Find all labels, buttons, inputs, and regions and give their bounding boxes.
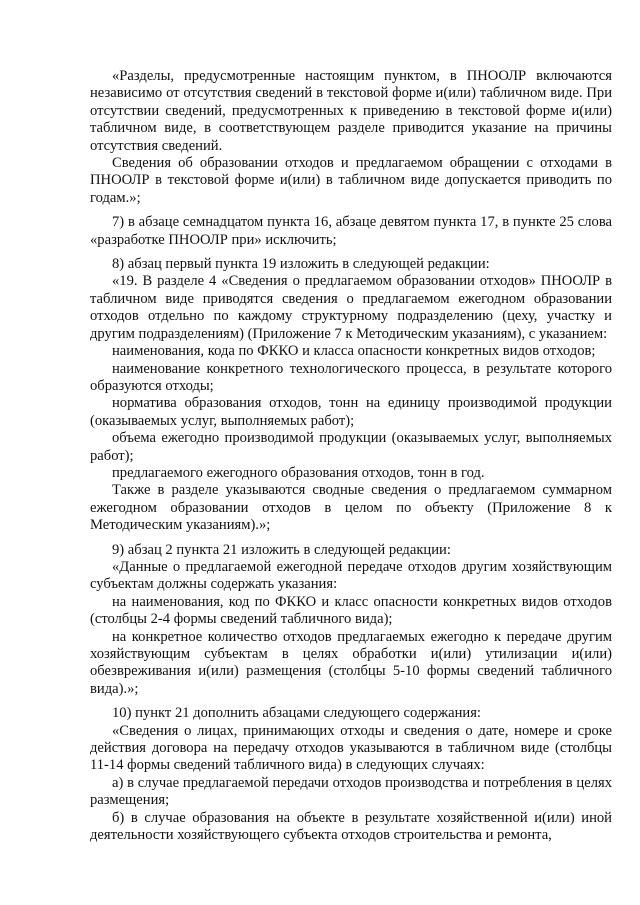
paragraph-norm: норматива образования отходов, тонн на единицу производимой продукции (оказываемых услуг, выполняемых работ); (90, 395, 612, 429)
paragraph-fkko-names: наименования, кода по ФККО и класса опасности конкретных видов отходов; (112, 343, 596, 360)
paragraph-columns-5-10: на конкретное количество отходов предлагаемых ежегодно к передаче другим хозяйствующим субъектам в целях обработки и(или) утилизации и(или) обезвреживания и(или) размещения (столбцы 5-10 формы сведений табличного вида).»; (90, 628, 612, 697)
paragraph-tech-process: наименование конкретного технологического процесса, в результате которого образуются отходы; (90, 360, 612, 394)
paragraph-transfer-data: «Данные о предлагаемой ежегодной передаче отходов другим хозяйствующим субъектам должны содержать указания: (90, 558, 612, 593)
paragraph-item-7: 7) в абзаце семнадцатом пункта 16, абзаце девятом пункта 17, в пункте 25 слова «разработке ПНООЛР при» исключить; (90, 214, 612, 248)
document-body (90, 68, 612, 844)
paragraph-yearly-data: Сведения об образовании отходов и предлагаемом обращении с отходами в ПНООЛР в текстовой форме и(или) в табличном виде допускается приводить по годам.»; (90, 155, 612, 206)
paragraph-receivers-info: «Сведения о лицах, принимающих отходы и сведения о дате, номере и сроке действия договора на передачу отходов указываются в табличном виде (столбцы 11-14 формы сведений табличного вида) в следующих случаях: (90, 722, 612, 774)
paragraph-item-9: 9) абзац 2 пункта 21 изложить в следующей редакции: (112, 541, 451, 558)
paragraph-annual-formation: предлагаемого ежегодного образования отходов, тонн в год. (112, 464, 485, 481)
paragraph-summary: Также в разделе указываются сводные сведения о предлагаемом суммарном ежегодном образовании отходов в целом по объекту (Приложение 8 к Методическим указаниям).»; (90, 482, 612, 534)
paragraph-item-10: 10) пункт 21 дополнить абзацами следующего содержания: (112, 705, 481, 722)
paragraph-case-a: а) в случае предлагаемой передачи отходов производства и потребления в целях размещения; (90, 774, 612, 809)
paragraph-item-8: 8) абзац первый пункта 19 изложить в следующей редакции: (112, 256, 490, 273)
paragraph-volume: объема ежегодно производимой продукции (оказываемых услуг, выполняемых работ); (90, 430, 612, 464)
paragraph-section-4: «19. В разделе 4 «Сведения о предлагаемом образовании отходов» ПНООЛР в табличном виде приводятся сведения о предлагаемом ежегодном образовании отходов отдельно по каждому структурному подразделению (цеху, участку и другим подразделениям) (Приложение 7 к Методическим указаниям), с указанием: (90, 273, 612, 342)
paragraph-columns-2-4: на наименования, код по ФККО и класс опасности конкретных видов отходов (столбцы 2-4 формы сведений табличного вида); (90, 593, 612, 628)
paragraph-sections-independence: «Разделы, предусмотренные настоящим пунктом, в ПНООЛР включаются независимо от отсутствия сведений в текстовой форме и(или) табличном виде. При отсутствии сведений, предусмотренных к приведению в текстовой форме и(или) табличном виде, в соответствующем разделе приводится указание на причины отсутствия сведений. (90, 68, 612, 154)
paragraph-case-b: б) в случае образования на объекте в результате хозяйственной и(или) иной деятельности хозяйствующего субъекта отходов строительства и ремонта, (90, 809, 612, 844)
